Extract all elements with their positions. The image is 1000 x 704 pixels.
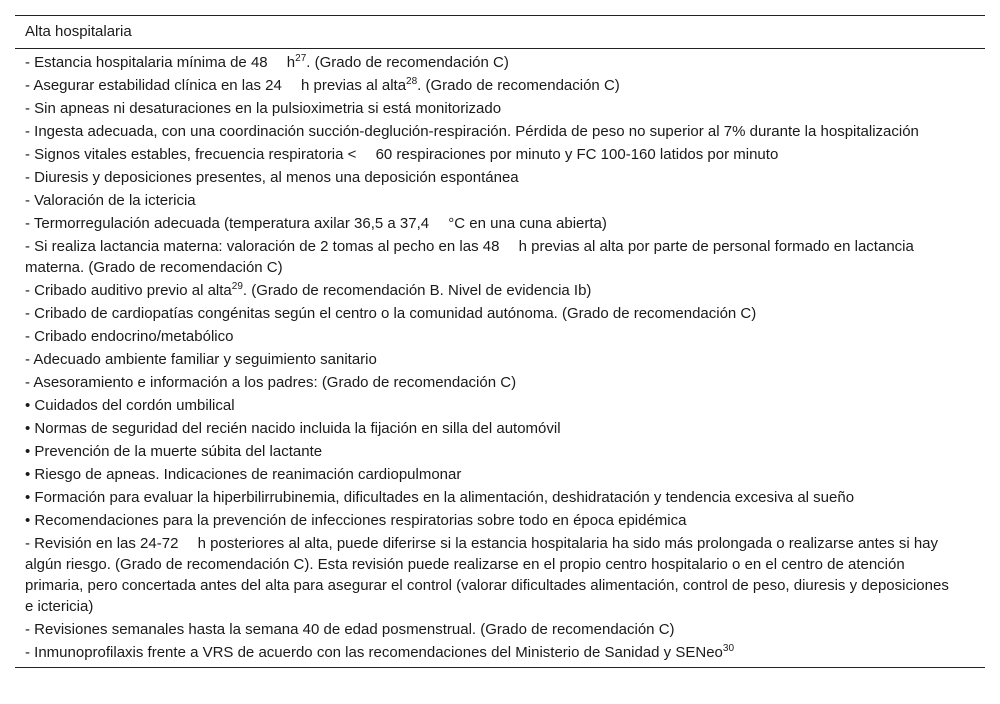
table-row [15,372,985,393]
table-row [15,98,985,119]
row-text: - Estancia hospitalaria mínima de 48 h [25,54,296,71]
table-row [15,303,985,324]
citation-superscript: 28 [406,76,418,87]
row-text: - Signos vitales estables, frecuencia respiratoria < 60 respiraciones por minuto y FC 100-160 latidos por minuto [25,146,779,163]
table-row [15,213,985,234]
row-text: - Asesoramiento e información a los padres: (Grado de recomendación C) [25,374,517,391]
row-text: - Ingesta adecuada, con una coordinación succión-deglución-respiración. Pérdida de peso no superior al 7% durante la hospitalización [25,123,919,140]
table-row [15,395,985,416]
row-text-after: . (Grado de recomendación C) [417,77,620,94]
table-row [15,464,985,485]
row-text: • Formación para evaluar la hiperbilirrubinemia, dificultades en la alimentación, deshidratación y tendencia excesiva al sueño [25,489,855,506]
row-text: - Cribado endocrino/metabólico [25,328,234,345]
row-text: - Adecuado ambiente familiar y seguimiento sanitario [25,351,377,368]
row-text: - Revisiones semanales hasta la semana 40 de edad posmenstrual. (Grado de recomendación C) [25,621,675,638]
table-row [15,487,985,508]
row-text: • Recomendaciones para la prevención de infecciones respiratorias sobre todo en época epidémica [25,512,687,529]
table-row [15,349,985,370]
table-row [15,418,985,439]
table-row [15,144,985,165]
row-text: - Cribado auditivo previo al alta [25,282,232,299]
row-text: - Si realiza lactancia materna: valoración de 2 tomas al pecho en las 48 h previas al alta por parte de personal formado en lactancia materna. (Grado de recomendación C) [25,238,914,276]
table-row [15,326,985,347]
row-text: - Valoración de la ictericia [25,192,196,209]
row-text: - Diuresis y deposiciones presentes, al menos una deposición espontánea [25,169,519,186]
table-row [15,236,985,278]
table-row [15,121,985,142]
table-header: Alta hospitalaria [25,23,132,40]
table-row [15,75,985,96]
table-body [15,49,985,667]
table-row [15,619,985,640]
row-text: - Cribado de cardiopatías congénitas según el centro o la comunidad autónoma. (Grado de recomendación C) [25,305,757,322]
row-text: • Riesgo de apneas. Indicaciones de reanimación cardiopulmonar [25,466,462,483]
citation-superscript: 29 [231,281,243,292]
table-row [15,52,985,73]
row-text: - Asegurar estabilidad clínica en las 24 h previas al alta [25,77,407,94]
table-bottom-rule [15,667,985,668]
row-text: - Termorregulación adecuada (temperatura axilar 36,5 a 37,4 °C en una cuna abierta) [25,215,607,232]
citation-superscript: 30 [722,643,735,654]
table-row [15,190,985,211]
citation-superscript: 27 [295,53,307,64]
table-row [15,167,985,188]
table-row [15,510,985,531]
row-text: - Inmunoprofilaxis frente a VRS de acuerdo con las recomendaciones del Ministerio de Sanidad y SENeo [25,644,723,661]
row-text: • Cuidados del cordón umbilical [25,397,235,414]
table-row [15,642,985,663]
table-row [15,441,985,462]
table-row [15,533,985,617]
table-row [15,280,985,301]
row-text-after: . (Grado de recomendación B. Nivel de evidencia Ib) [242,282,592,299]
discharge-criteria-table [15,15,985,668]
row-text: - Sin apneas ni desaturaciones en la pulsioximetria si está monitorizado [25,100,502,117]
row-text: • Normas de seguridad del recién nacido incluida la fijación en silla del automóvil [25,420,561,437]
row-text-after: . (Grado de recomendación C) [306,54,509,71]
row-text: • Prevención de la muerte súbita del lactante [25,443,323,460]
row-text: - Revisión en las 24-72 h posteriores al alta, puede diferirse si la estancia hospitalaria ha sido más prolongada o realizarse antes si hay algún riesgo. (Grado de recomendación C). Esta revisión puede realizarse en el propio centro hospitalario o en el centro de atención primaria, pero concertada antes del alta para asegurar el control (valorar dificultades alimentación, control de peso, diuresis y deposiciones e ictericia) [25,535,949,615]
